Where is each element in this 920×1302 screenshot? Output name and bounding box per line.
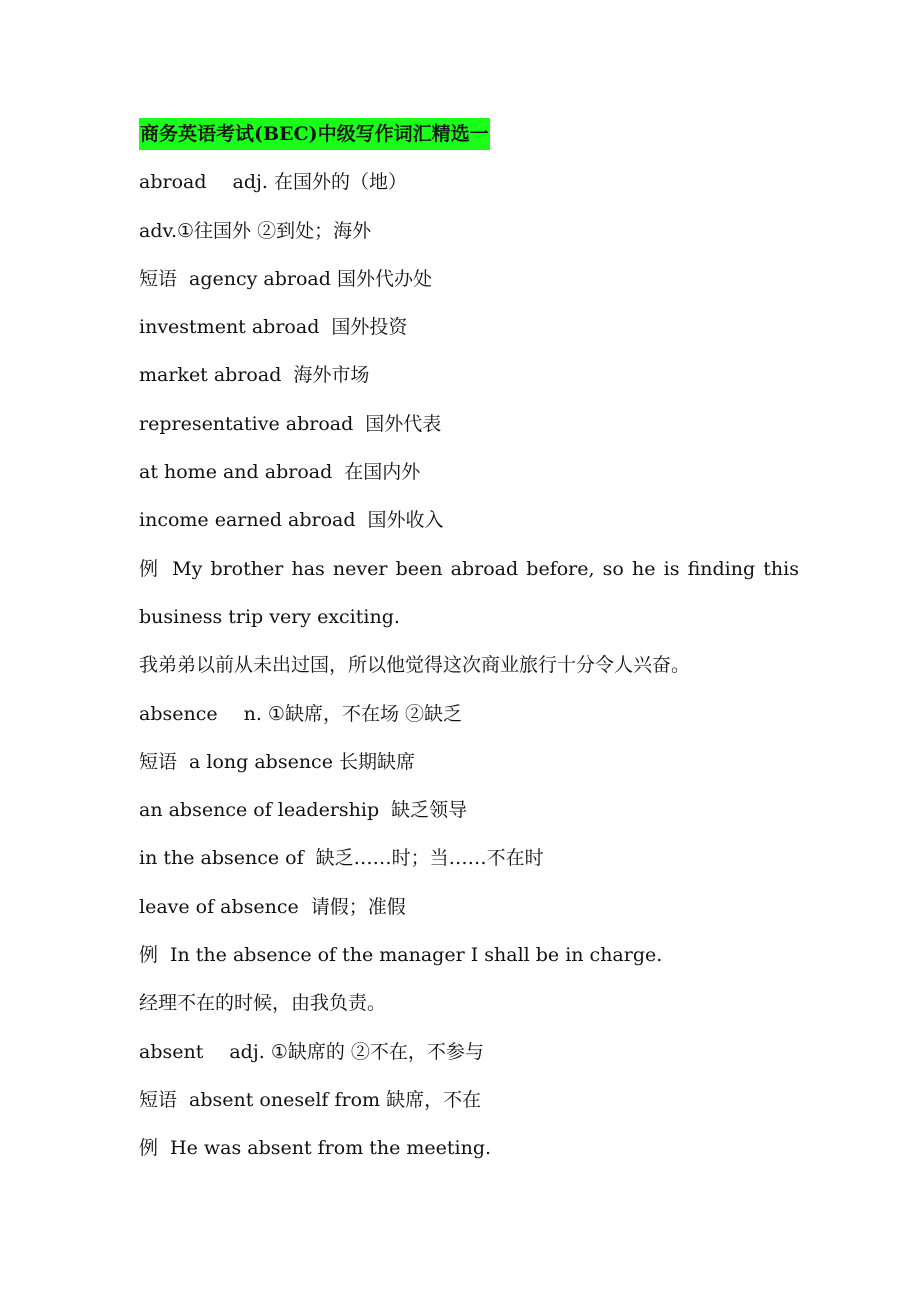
phrase-translation: 国外投资	[331, 316, 408, 339]
phrase-line	[139, 874, 799, 922]
phrase-label: 短语	[139, 267, 178, 290]
part-of-speech: adv.	[139, 219, 178, 242]
headword: absence	[139, 702, 218, 725]
example-line	[139, 923, 799, 971]
phrase-label: 短语	[139, 750, 178, 773]
example-line	[139, 1116, 799, 1164]
example-sentence: My brother has never been abroad before, so he is finding this	[172, 557, 799, 580]
phrase: market abroad	[139, 364, 282, 387]
phrase: a long absence 长期缺席	[189, 750, 415, 773]
example-sentence: In the absence of the manager I shall be in charge.	[170, 944, 663, 967]
phrase-line	[139, 343, 799, 391]
document-page	[139, 118, 799, 1164]
headword: abroad	[139, 171, 207, 193]
phrase-line	[139, 730, 799, 778]
phrase-translation: 缺乏领导	[391, 799, 468, 822]
phrase-line	[139, 440, 799, 488]
example-line	[139, 585, 799, 633]
phrase: absent oneself from 缺席，不在	[189, 1088, 482, 1111]
phrase-line	[139, 1068, 799, 1116]
phrase-line	[139, 826, 799, 874]
phrase: investment abroad	[139, 316, 320, 339]
phrase-line	[139, 778, 799, 826]
translation-text: 我弟弟以前从未出过国，所以他觉得这次商业旅行十分令人兴奋。	[139, 654, 691, 677]
phrase: leave of absence	[139, 895, 299, 918]
phrase-line	[139, 295, 799, 343]
vocab-line	[139, 198, 799, 246]
phrase: income earned abroad	[139, 509, 356, 532]
translation-text: 经理不在的时候，由我负责。	[139, 992, 387, 1015]
document-title: 商务英语考试(BEC)中级写作词汇精选一	[139, 118, 490, 150]
vocab-line	[139, 150, 799, 198]
example-line	[139, 536, 799, 584]
example-label: 例	[139, 944, 159, 967]
phrase-line	[139, 247, 799, 295]
phrase: agency abroad 国外代办处	[189, 267, 432, 290]
vocab-line	[139, 1019, 799, 1067]
phrase-translation: 海外市场	[293, 364, 370, 387]
example-label: 例	[139, 557, 161, 580]
phrase-line	[139, 488, 799, 536]
example-label: 例	[139, 1137, 159, 1160]
example-translation	[139, 633, 799, 681]
definition: ①往国外 ②到处；海外	[177, 219, 372, 242]
phrase-label: 短语	[139, 1088, 178, 1111]
example-sentence: He was absent from the meeting.	[170, 1137, 492, 1160]
example-sentence: business trip very exciting.	[139, 605, 400, 628]
definition: adj. 在国外的（地）	[232, 171, 407, 193]
phrase: in the absence of	[139, 847, 304, 870]
phrase-translation: 国外收入	[367, 509, 444, 532]
headword: absent	[139, 1040, 204, 1063]
phrase-translation: 在国内外	[344, 461, 421, 484]
definition: n. ①缺席，不在场 ②缺乏	[243, 702, 462, 725]
phrase: at home and abroad	[139, 461, 333, 484]
phrase: representative abroad	[139, 412, 354, 435]
phrase: an absence of leadership	[139, 799, 380, 822]
example-translation	[139, 971, 799, 1019]
phrase-line	[139, 391, 799, 439]
phrase-translation: 国外代表	[365, 412, 442, 435]
phrase-translation: 请假；准假	[310, 895, 406, 918]
vocab-line	[139, 681, 799, 729]
phrase-translation: 缺乏……时；当……不在时	[315, 847, 544, 870]
definition: adj. ①缺席的 ②不在，不参与	[229, 1040, 484, 1063]
